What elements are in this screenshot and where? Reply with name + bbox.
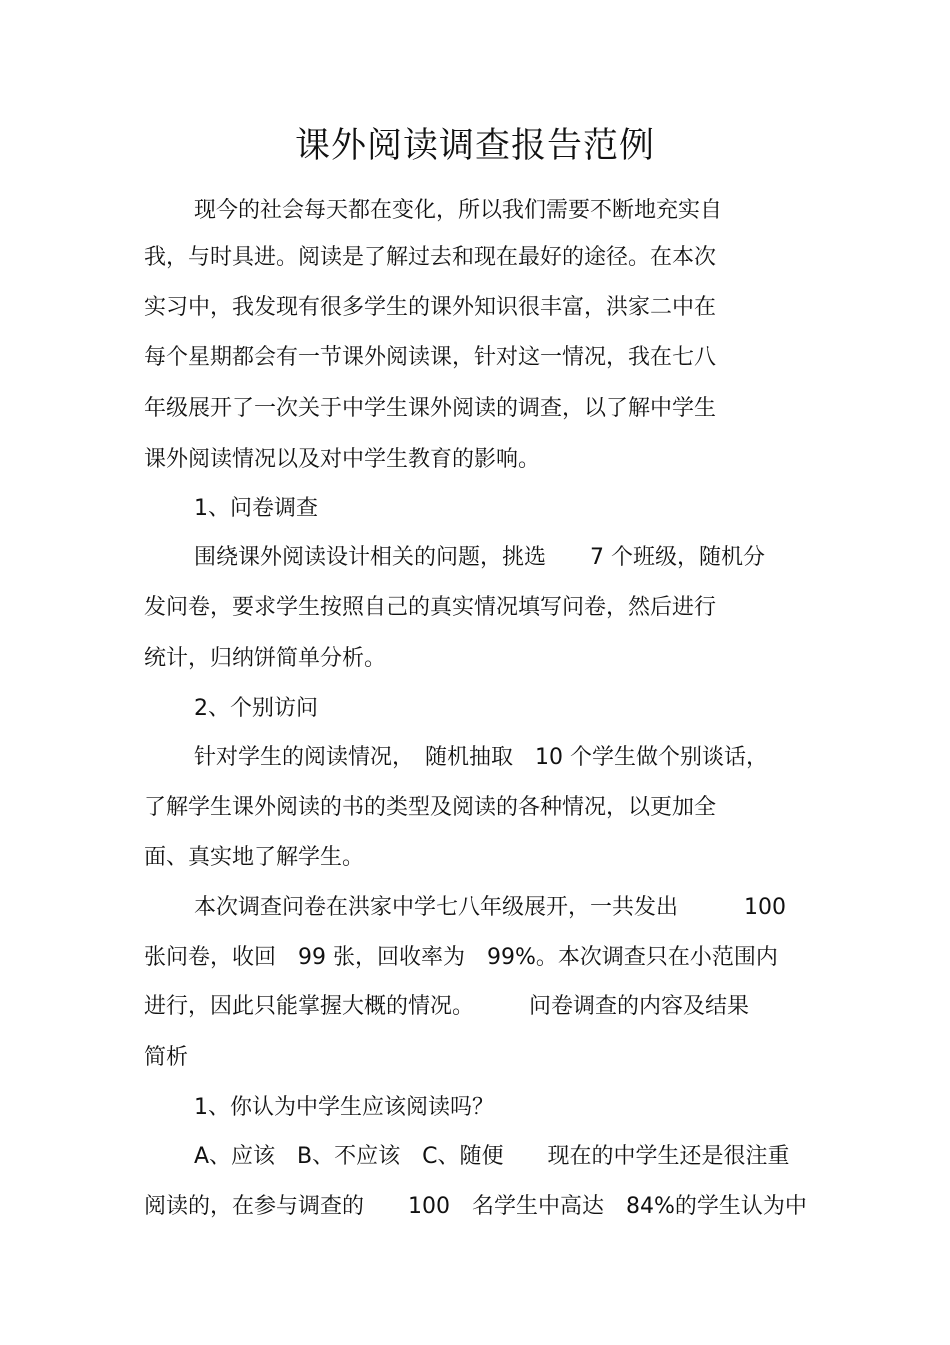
paragraph-line: 了解学生课外阅读的书的类型及阅读的各种情况，以更加全 bbox=[144, 795, 717, 820]
paragraph-line: 现今的社会每天都在变化，所以我们需要不断地充实自 bbox=[194, 198, 723, 223]
paragraph-line: 我，与时具进。阅读是了解过去和现在最好的途径。在本次 bbox=[144, 245, 717, 270]
paragraph-line: 简析 bbox=[144, 1045, 189, 1070]
question-heading: 1、你认为中学生应该阅读吗？ bbox=[194, 1095, 494, 1120]
paragraph-line: 统计，归纳饼简单分析。 bbox=[144, 646, 387, 671]
paragraph-line: 本次调查问卷在洪家中学七八年级展开，一共发出 100 bbox=[194, 895, 786, 920]
paragraph-line: 针对学生的阅读情况， 随机抽取 10 个学生做个别谈话， bbox=[194, 745, 768, 770]
paragraph-line: 年级展开了一次关于中学生课外阅读的调查，以了解中学生 bbox=[144, 396, 717, 421]
document-title: 课外阅读调查报告范例 bbox=[294, 126, 655, 166]
paragraph-line: 发问卷，要求学生按照自己的真实情况填写问卷，然后进行 bbox=[144, 595, 717, 620]
paragraph-line: 围绕课外阅读设计相关的问题，挑选 7 个班级，随机分 bbox=[194, 545, 765, 570]
paragraph-line: 实习中，我发现有很多学生的课外知识很丰富，洪家二中在 bbox=[144, 295, 717, 320]
paragraph-line: 课外阅读情况以及对中学生教育的影响。 bbox=[144, 447, 541, 472]
paragraph-line: A、应该 B、不应该 C、随便 现在的中学生还是很注重 bbox=[194, 1144, 790, 1169]
section-heading: 1、问卷调查 bbox=[194, 496, 318, 521]
paragraph-line: 面、真实地了解学生。 bbox=[144, 845, 365, 870]
section-heading: 2、个别访问 bbox=[194, 696, 318, 721]
paragraph-line: 张问卷，收回 99 张，回收率为 99%。本次调查只在小范围内 bbox=[144, 945, 778, 970]
paragraph-line: 进行，因此只能掌握大概的情况。 问卷调查的内容及结果 bbox=[144, 994, 750, 1019]
paragraph-line: 阅读的，在参与调查的 100 名学生中高达 84%的学生认为中 bbox=[144, 1194, 807, 1219]
paragraph-line: 每个星期都会有一节课外阅读课，针对这一情况，我在七八 bbox=[144, 345, 717, 370]
